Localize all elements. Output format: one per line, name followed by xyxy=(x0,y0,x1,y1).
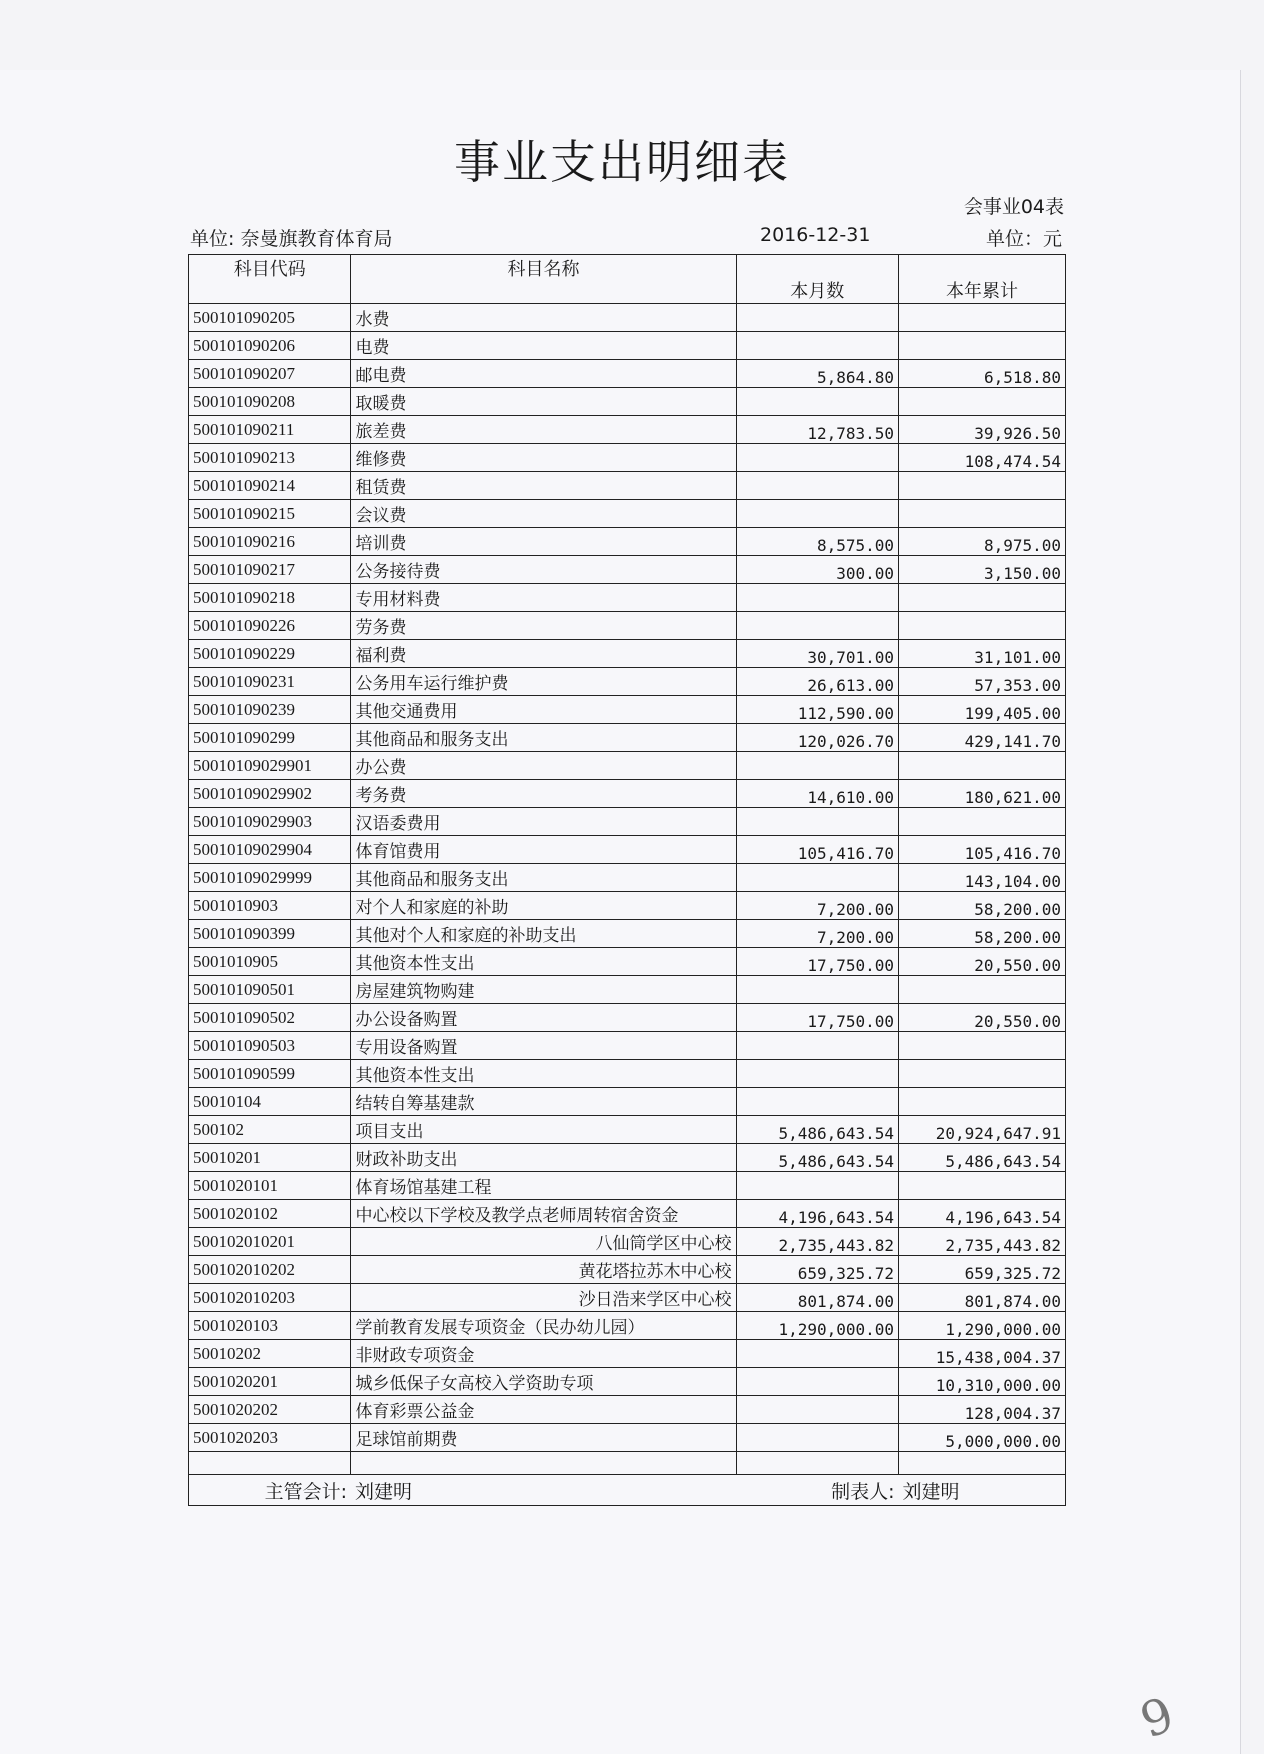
table-row xyxy=(189,1340,1066,1368)
row-code: 5001020203 xyxy=(189,1424,351,1452)
row-code: 500101090217 xyxy=(189,556,351,584)
row-year-amount xyxy=(899,1088,1066,1116)
row-code: 500101090239 xyxy=(189,696,351,724)
row-month-amount xyxy=(736,1060,898,1088)
row-code: 500101090208 xyxy=(189,388,351,416)
row-name: 体育场馆基建工程 xyxy=(351,1172,736,1200)
table-row xyxy=(189,892,1066,920)
table-row xyxy=(189,1256,1066,1284)
row-month-amount: 4,196,643.54 xyxy=(736,1200,898,1228)
row-month-amount xyxy=(736,864,898,892)
row-code: 50010201 xyxy=(189,1144,351,1172)
row-year-amount: 5,486,643.54 xyxy=(899,1144,1066,1172)
table-row xyxy=(189,444,1066,472)
row-code: 500102010201 xyxy=(189,1228,351,1256)
row-year-amount xyxy=(899,584,1066,612)
row-month-amount: 801,874.00 xyxy=(736,1284,898,1312)
unit-name: 单位: 奈曼旗教育体育局 xyxy=(190,228,393,250)
row-year-amount: 1,290,000.00 xyxy=(899,1312,1066,1340)
row-month-amount: 7,200.00 xyxy=(736,920,898,948)
row-code: 5001020202 xyxy=(189,1396,351,1424)
row-code: 50010202 xyxy=(189,1340,351,1368)
row-year-amount xyxy=(899,1172,1066,1200)
table-row xyxy=(189,1032,1066,1060)
row-month-amount: 659,325.72 xyxy=(736,1256,898,1284)
table-row xyxy=(189,332,1066,360)
row-code: 500102010203 xyxy=(189,1284,351,1312)
row-code: 500101090205 xyxy=(189,304,351,332)
row-month-amount: 5,486,643.54 xyxy=(736,1144,898,1172)
table-row xyxy=(189,1312,1066,1340)
row-name: 邮电费 xyxy=(351,360,736,388)
row-name: 旅差费 xyxy=(351,416,736,444)
table-body xyxy=(189,304,1066,1452)
header-name: 科目名称 xyxy=(351,255,736,304)
row-year-amount: 8,975.00 xyxy=(899,528,1066,556)
table-row xyxy=(189,388,1066,416)
row-name: 学前教育发展专项资金（民办幼儿园） xyxy=(351,1312,736,1340)
row-month-amount xyxy=(736,388,898,416)
row-name: 办公费 xyxy=(351,752,736,780)
row-code: 5001020201 xyxy=(189,1368,351,1396)
table-row xyxy=(189,640,1066,668)
row-name: 对个人和家庭的补助 xyxy=(351,892,736,920)
row-year-amount: 199,405.00 xyxy=(899,696,1066,724)
table-row xyxy=(189,1200,1066,1228)
row-year-amount: 20,550.00 xyxy=(899,948,1066,976)
currency-unit: 单位：元 xyxy=(985,228,1062,250)
row-name: 非财政专项资金 xyxy=(351,1340,736,1368)
table-row xyxy=(189,556,1066,584)
row-year-amount: 39,926.50 xyxy=(899,416,1066,444)
row-code: 50010104 xyxy=(189,1088,351,1116)
supervisor-name: 刘建明 xyxy=(351,1475,736,1506)
row-code: 500101090229 xyxy=(189,640,351,668)
row-name: 考务费 xyxy=(351,780,736,808)
row-name: 办公设备购置 xyxy=(351,1004,736,1032)
table-row xyxy=(189,864,1066,892)
row-name: 其他商品和服务支出 xyxy=(351,724,736,752)
row-name: 其他交通费用 xyxy=(351,696,736,724)
row-month-amount: 1,290,000.00 xyxy=(736,1312,898,1340)
row-year-amount xyxy=(899,500,1066,528)
row-name: 结转自筹基建款 xyxy=(351,1088,736,1116)
row-name: 租赁费 xyxy=(351,472,736,500)
row-year-amount: 180,621.00 xyxy=(899,780,1066,808)
row-name: 中心校以下学校及教学点老师周转宿舍资金 xyxy=(351,1200,736,1228)
row-name: 城乡低保子女高校入学资助专项 xyxy=(351,1368,736,1396)
row-month-amount: 2,735,443.82 xyxy=(736,1228,898,1256)
row-code: 5001010903 xyxy=(189,892,351,920)
row-month-amount: 26,613.00 xyxy=(736,668,898,696)
row-name: 水费 xyxy=(351,304,736,332)
page-title: 事业支出明细表 xyxy=(454,135,790,189)
row-name: 沙日浩来学区中心校 xyxy=(351,1284,736,1312)
header-code: 科目代码 xyxy=(189,255,351,304)
row-year-amount: 659,325.72 xyxy=(899,1256,1066,1284)
row-code: 50010109029999 xyxy=(189,864,351,892)
table-row xyxy=(189,780,1066,808)
row-month-amount: 120,026.70 xyxy=(736,724,898,752)
row-year-amount: 143,104.00 xyxy=(899,864,1066,892)
row-year-amount: 10,310,000.00 xyxy=(899,1368,1066,1396)
supervisor-label: 主管会计: xyxy=(189,1475,351,1506)
row-month-amount: 30,701.00 xyxy=(736,640,898,668)
table-row xyxy=(189,1172,1066,1200)
row-name: 维修费 xyxy=(351,444,736,472)
table-row xyxy=(189,304,1066,332)
table-header-row xyxy=(189,255,1066,304)
table-row xyxy=(189,1004,1066,1032)
row-year-amount xyxy=(899,304,1066,332)
row-name: 培训费 xyxy=(351,528,736,556)
row-year-amount xyxy=(899,808,1066,836)
row-year-amount: 4,196,643.54 xyxy=(899,1200,1066,1228)
row-month-amount: 17,750.00 xyxy=(736,948,898,976)
row-code: 50010109029901 xyxy=(189,752,351,780)
row-month-amount: 112,590.00 xyxy=(736,696,898,724)
table-row xyxy=(189,948,1066,976)
row-year-amount: 2,735,443.82 xyxy=(899,1228,1066,1256)
row-name: 劳务费 xyxy=(351,612,736,640)
row-year-amount: 15,438,004.37 xyxy=(899,1340,1066,1368)
blank-row xyxy=(189,1452,1066,1475)
row-name: 足球馆前期费 xyxy=(351,1424,736,1452)
row-year-amount: 128,004.37 xyxy=(899,1396,1066,1424)
row-month-amount: 5,864.80 xyxy=(736,360,898,388)
row-name: 专用设备购置 xyxy=(351,1032,736,1060)
row-name: 其他资本性支出 xyxy=(351,1060,736,1088)
table-row xyxy=(189,1284,1066,1312)
row-year-amount xyxy=(899,388,1066,416)
table-row xyxy=(189,500,1066,528)
row-year-amount: 20,550.00 xyxy=(899,1004,1066,1032)
row-month-amount xyxy=(736,752,898,780)
header-year: 本年累计 xyxy=(899,255,1066,304)
row-code: 500101090213 xyxy=(189,444,351,472)
row-year-amount: 31,101.00 xyxy=(899,640,1066,668)
row-year-amount xyxy=(899,1032,1066,1060)
row-month-amount xyxy=(736,332,898,360)
table-row xyxy=(189,1228,1066,1256)
row-code: 500102 xyxy=(189,1116,351,1144)
row-month-amount xyxy=(736,304,898,332)
row-month-amount xyxy=(736,1172,898,1200)
row-month-amount: 8,575.00 xyxy=(736,528,898,556)
row-year-amount: 58,200.00 xyxy=(899,892,1066,920)
row-code: 500101090503 xyxy=(189,1032,351,1060)
row-name: 专用材料费 xyxy=(351,584,736,612)
row-name: 公务用车运行维护费 xyxy=(351,668,736,696)
row-year-amount: 801,874.00 xyxy=(899,1284,1066,1312)
row-name: 电费 xyxy=(351,332,736,360)
header-month: 本月数 xyxy=(736,255,898,304)
page-number-mark: 9 xyxy=(1133,1686,1182,1750)
row-month-amount xyxy=(736,500,898,528)
row-month-amount: 105,416.70 xyxy=(736,836,898,864)
table-row xyxy=(189,1144,1066,1172)
table-row xyxy=(189,696,1066,724)
signature-row xyxy=(189,1475,1066,1506)
row-month-amount xyxy=(736,1340,898,1368)
table-row xyxy=(189,1088,1066,1116)
preparer-name: 刘建明 xyxy=(899,1475,1066,1506)
row-code: 500102010202 xyxy=(189,1256,351,1284)
table-row xyxy=(189,584,1066,612)
expense-detail-table xyxy=(188,254,1066,1506)
row-year-amount: 429,141.70 xyxy=(899,724,1066,752)
row-year-amount: 108,474.54 xyxy=(899,444,1066,472)
row-year-amount: 58,200.00 xyxy=(899,920,1066,948)
row-year-amount xyxy=(899,1060,1066,1088)
row-month-amount xyxy=(736,976,898,1004)
table-row xyxy=(189,668,1066,696)
table-row xyxy=(189,528,1066,556)
row-code: 50010109029904 xyxy=(189,836,351,864)
row-name: 房屋建筑物购建 xyxy=(351,976,736,1004)
row-month-amount: 7,200.00 xyxy=(736,892,898,920)
form-number: 会事业04表 xyxy=(963,196,1064,218)
row-name: 公务接待费 xyxy=(351,556,736,584)
row-name: 体育彩票公益金 xyxy=(351,1396,736,1424)
table-row xyxy=(189,416,1066,444)
row-code: 500101090502 xyxy=(189,1004,351,1032)
row-code: 500101090215 xyxy=(189,500,351,528)
row-code: 500101090216 xyxy=(189,528,351,556)
row-month-amount xyxy=(736,1088,898,1116)
row-month-amount: 300.00 xyxy=(736,556,898,584)
row-year-amount: 57,353.00 xyxy=(899,668,1066,696)
table-row xyxy=(189,808,1066,836)
row-month-amount xyxy=(736,444,898,472)
table-row xyxy=(189,1060,1066,1088)
table-row xyxy=(189,1368,1066,1396)
header-meta xyxy=(190,224,1062,252)
row-code: 5001020102 xyxy=(189,1200,351,1228)
row-month-amount xyxy=(736,1032,898,1060)
row-month-amount xyxy=(736,612,898,640)
row-year-amount: 5,000,000.00 xyxy=(899,1424,1066,1452)
row-month-amount: 5,486,643.54 xyxy=(736,1116,898,1144)
row-month-amount xyxy=(736,472,898,500)
table-row xyxy=(189,472,1066,500)
row-code: 500101090599 xyxy=(189,1060,351,1088)
row-code: 500101090231 xyxy=(189,668,351,696)
table-row xyxy=(189,1396,1066,1424)
row-month-amount: 12,783.50 xyxy=(736,416,898,444)
row-name: 其他资本性支出 xyxy=(351,948,736,976)
row-year-amount xyxy=(899,612,1066,640)
row-year-amount xyxy=(899,332,1066,360)
row-month-amount xyxy=(736,584,898,612)
row-code: 50010109029902 xyxy=(189,780,351,808)
row-name: 福利费 xyxy=(351,640,736,668)
row-month-amount xyxy=(736,808,898,836)
row-name: 黄花塔拉苏木中心校 xyxy=(351,1256,736,1284)
row-name: 取暖费 xyxy=(351,388,736,416)
table-row xyxy=(189,1424,1066,1452)
row-name: 其他对个人和家庭的补助支出 xyxy=(351,920,736,948)
table-row xyxy=(189,724,1066,752)
row-code: 500101090214 xyxy=(189,472,351,500)
row-code: 500101090501 xyxy=(189,976,351,1004)
table-row xyxy=(189,752,1066,780)
row-code: 5001020103 xyxy=(189,1312,351,1340)
row-month-amount xyxy=(736,1424,898,1452)
table-row xyxy=(189,976,1066,1004)
row-year-amount: 6,518.80 xyxy=(899,360,1066,388)
table-row xyxy=(189,360,1066,388)
row-month-amount: 14,610.00 xyxy=(736,780,898,808)
row-year-amount xyxy=(899,752,1066,780)
row-code: 500101090211 xyxy=(189,416,351,444)
table-row xyxy=(189,1116,1066,1144)
preparer-label: 制表人: xyxy=(736,1475,898,1506)
row-code: 500101090207 xyxy=(189,360,351,388)
row-month-amount xyxy=(736,1368,898,1396)
row-code: 500101090218 xyxy=(189,584,351,612)
row-code: 500101090206 xyxy=(189,332,351,360)
row-code: 500101090399 xyxy=(189,920,351,948)
row-year-amount: 105,416.70 xyxy=(899,836,1066,864)
table-row xyxy=(189,920,1066,948)
row-month-amount xyxy=(736,1396,898,1424)
row-year-amount: 20,924,647.91 xyxy=(899,1116,1066,1144)
row-year-amount xyxy=(899,472,1066,500)
row-code: 5001010905 xyxy=(189,948,351,976)
row-month-amount: 17,750.00 xyxy=(736,1004,898,1032)
row-name: 会议费 xyxy=(351,500,736,528)
report-date: 2016-12-31 xyxy=(760,224,871,246)
table-row xyxy=(189,836,1066,864)
row-code: 5001020101 xyxy=(189,1172,351,1200)
row-code: 50010109029903 xyxy=(189,808,351,836)
row-code: 500101090226 xyxy=(189,612,351,640)
row-code: 500101090299 xyxy=(189,724,351,752)
row-name: 其他商品和服务支出 xyxy=(351,864,736,892)
row-name: 体育馆费用 xyxy=(351,836,736,864)
row-name: 财政补助支出 xyxy=(351,1144,736,1172)
row-name: 八仙筒学区中心校 xyxy=(351,1228,736,1256)
row-name: 汉语委费用 xyxy=(351,808,736,836)
row-year-amount: 3,150.00 xyxy=(899,556,1066,584)
table-row xyxy=(189,612,1066,640)
row-name: 项目支出 xyxy=(351,1116,736,1144)
row-year-amount xyxy=(899,976,1066,1004)
